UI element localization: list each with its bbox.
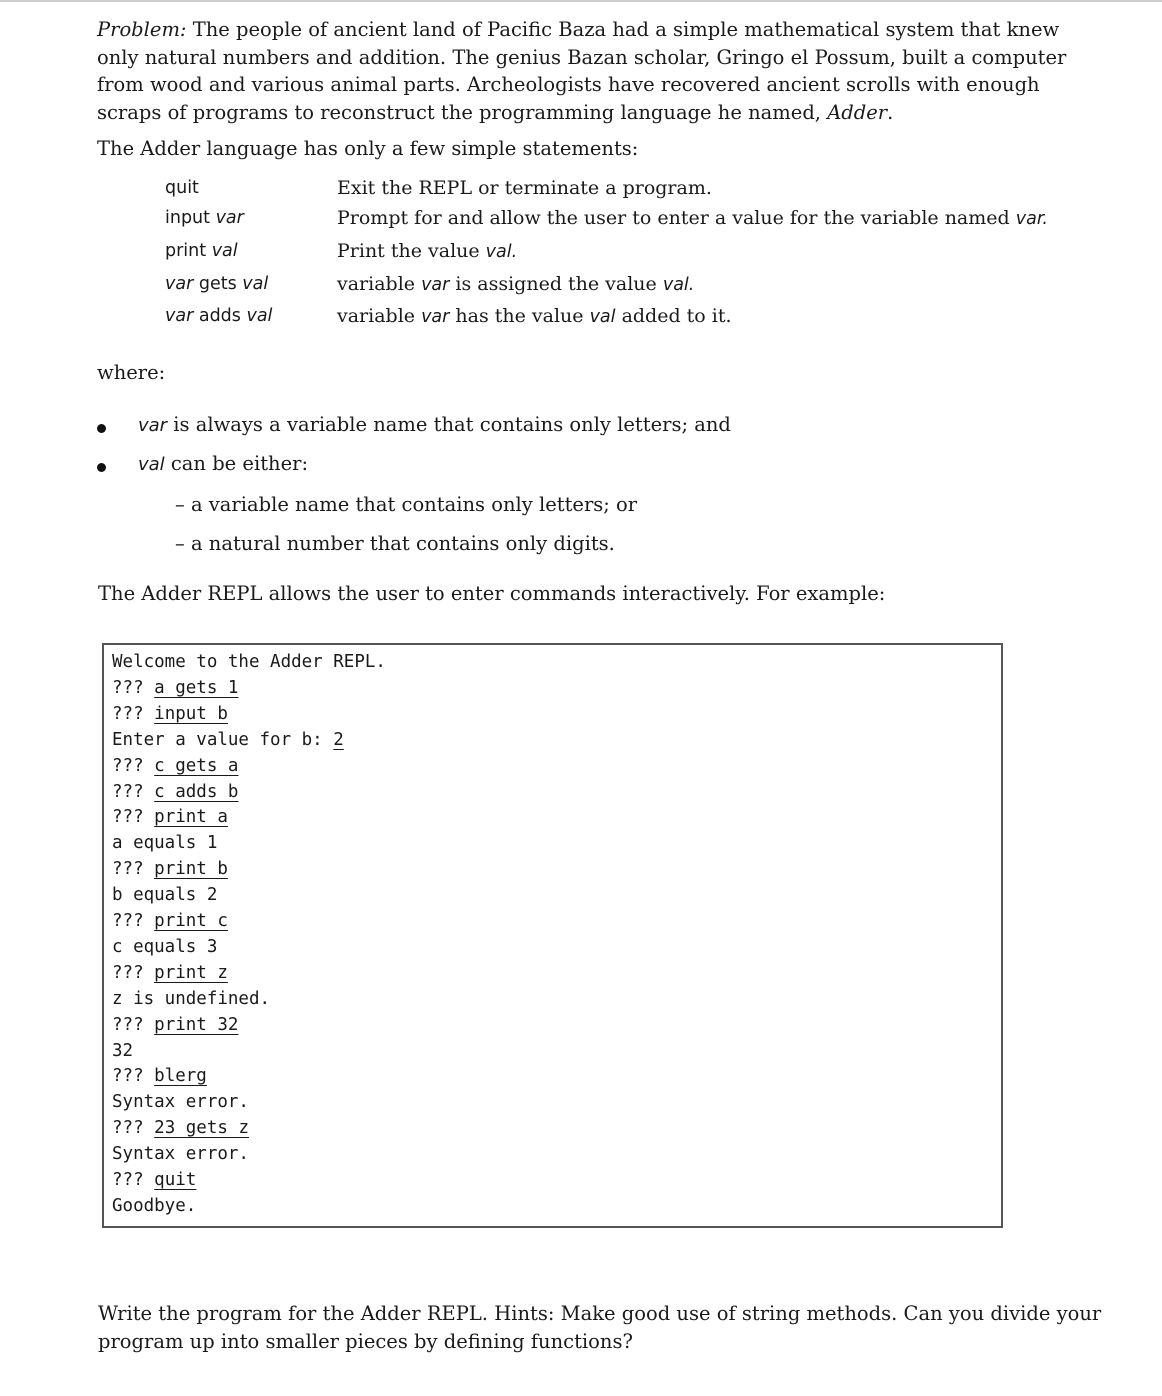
statement-cmd: print val [165,241,238,261]
repl-line [112,1041,133,1061]
statement-desc: Print the value val. [337,240,518,262]
repl-output: ??? [112,1066,155,1087]
top-divider [0,0,1162,2]
statement-cmd: quit [165,178,199,198]
statements-intro: The Adder language has only a few simple statements: [97,137,639,160]
problem-label: Problem: [97,18,187,41]
where-label: where: [97,361,166,384]
problem-text: The people of ancient land of Pacific Baza had a simple mathematical system that knew only natural numbers and addition. The genius Bazan scholar, Gringo el Possum, built a computer from wood and various animal parts. Archeologists have recovered ancient scrolls with enough scraps of programs to reconstruct the programming language he named, [97,18,1067,124]
repl-line [112,1196,196,1216]
repl-user-input: a gets 1 [154,677,239,698]
problem-period: . [887,100,894,124]
repl-line [112,652,386,672]
repl-output: c equals 3 [112,936,218,957]
repl-output: ??? [112,703,155,724]
bullet-icon [97,463,106,472]
repl-line [112,885,217,905]
repl-output: a equals 1 [112,833,218,854]
repl-user-input: print a [154,807,228,828]
repl-line [112,1144,249,1164]
repl-user-input: print c [154,911,228,931]
repl-line [112,678,238,698]
repl-user-input: input b [154,703,228,724]
task-paragraph: Write the program for the Adder REPL. Hints: Make good use of string methods. Can you divide your program up into smaller pieces by defining functions? [98,1302,1102,1353]
repl-line [112,859,228,879]
repl-output: Syntax error. [112,1144,249,1165]
repl-output: ??? [112,1118,155,1139]
repl-output: Syntax error. [112,1092,249,1113]
repl-user-input: quit [154,1170,197,1190]
statement-cmd: input var [165,208,244,228]
repl-output: ??? [112,859,155,880]
repl-intro: The Adder REPL allows the user to enter commands interactively. For example: [98,582,886,605]
repl-example-box [102,643,1003,1228]
repl-user-input: 23 gets z [154,1118,249,1139]
repl-output: ??? [112,1014,155,1035]
bullet-item: val can be either: [138,452,309,475]
repl-output: ??? [112,962,155,983]
repl-line [112,782,238,802]
repl-user-input: blerg [154,1066,207,1087]
repl-line [112,989,270,1009]
repl-output: b equals 2 [112,885,218,906]
repl-output: 32 [112,1040,134,1061]
repl-output: Welcome to the Adder REPL. [112,652,386,672]
repl-line [112,730,344,750]
repl-output: ??? [112,911,155,931]
statement-desc: Prompt for and allow the user to enter a value for the variable named var. [337,207,1048,229]
repl-line [112,1092,249,1112]
bullet-item: var is always a variable name that contains only letters; and [138,413,731,436]
statement-desc: variable var has the value val added to it. [337,305,732,327]
bullet-icon [97,424,106,433]
sub-item: – a variable name that contains only letters; or [175,493,638,516]
problem-paragraph [97,16,1077,126]
repl-line [112,1015,238,1035]
repl-output: ??? [112,1170,155,1190]
repl-output: ??? [112,807,155,828]
statement-desc: Exit the REPL or terminate a program. [337,177,712,199]
repl-user-input: print z [154,962,228,983]
repl-output: ??? [112,677,155,698]
repl-user-input: 2 [333,729,344,750]
statement-cmd: var adds val [165,306,273,326]
repl-line [112,1170,196,1190]
sub-item: – a natural number that contains only digits. [175,532,615,555]
statement-cmd: var gets val [165,274,269,294]
repl-line [112,807,228,827]
repl-user-input: print b [154,859,228,880]
repl-output: ??? [112,781,155,802]
repl-line [112,704,228,724]
repl-output: z is undefined. [112,988,271,1009]
repl-line [112,1066,207,1086]
language-name: Adder [827,100,888,124]
repl-output: Goodbye. [112,1195,197,1216]
repl-line [112,833,217,853]
repl-line [112,1118,249,1138]
repl-user-input: c adds b [154,781,239,802]
repl-output: ??? [112,755,155,776]
repl-user-input: print 32 [154,1014,239,1035]
statement-desc: variable var is assigned the value val. [337,273,695,295]
repl-line [112,937,217,957]
repl-output: Enter a value for b: [112,729,334,750]
repl-line [112,911,228,931]
repl-line [112,963,228,983]
repl-line [112,756,238,776]
repl-user-input: c gets a [154,755,239,776]
